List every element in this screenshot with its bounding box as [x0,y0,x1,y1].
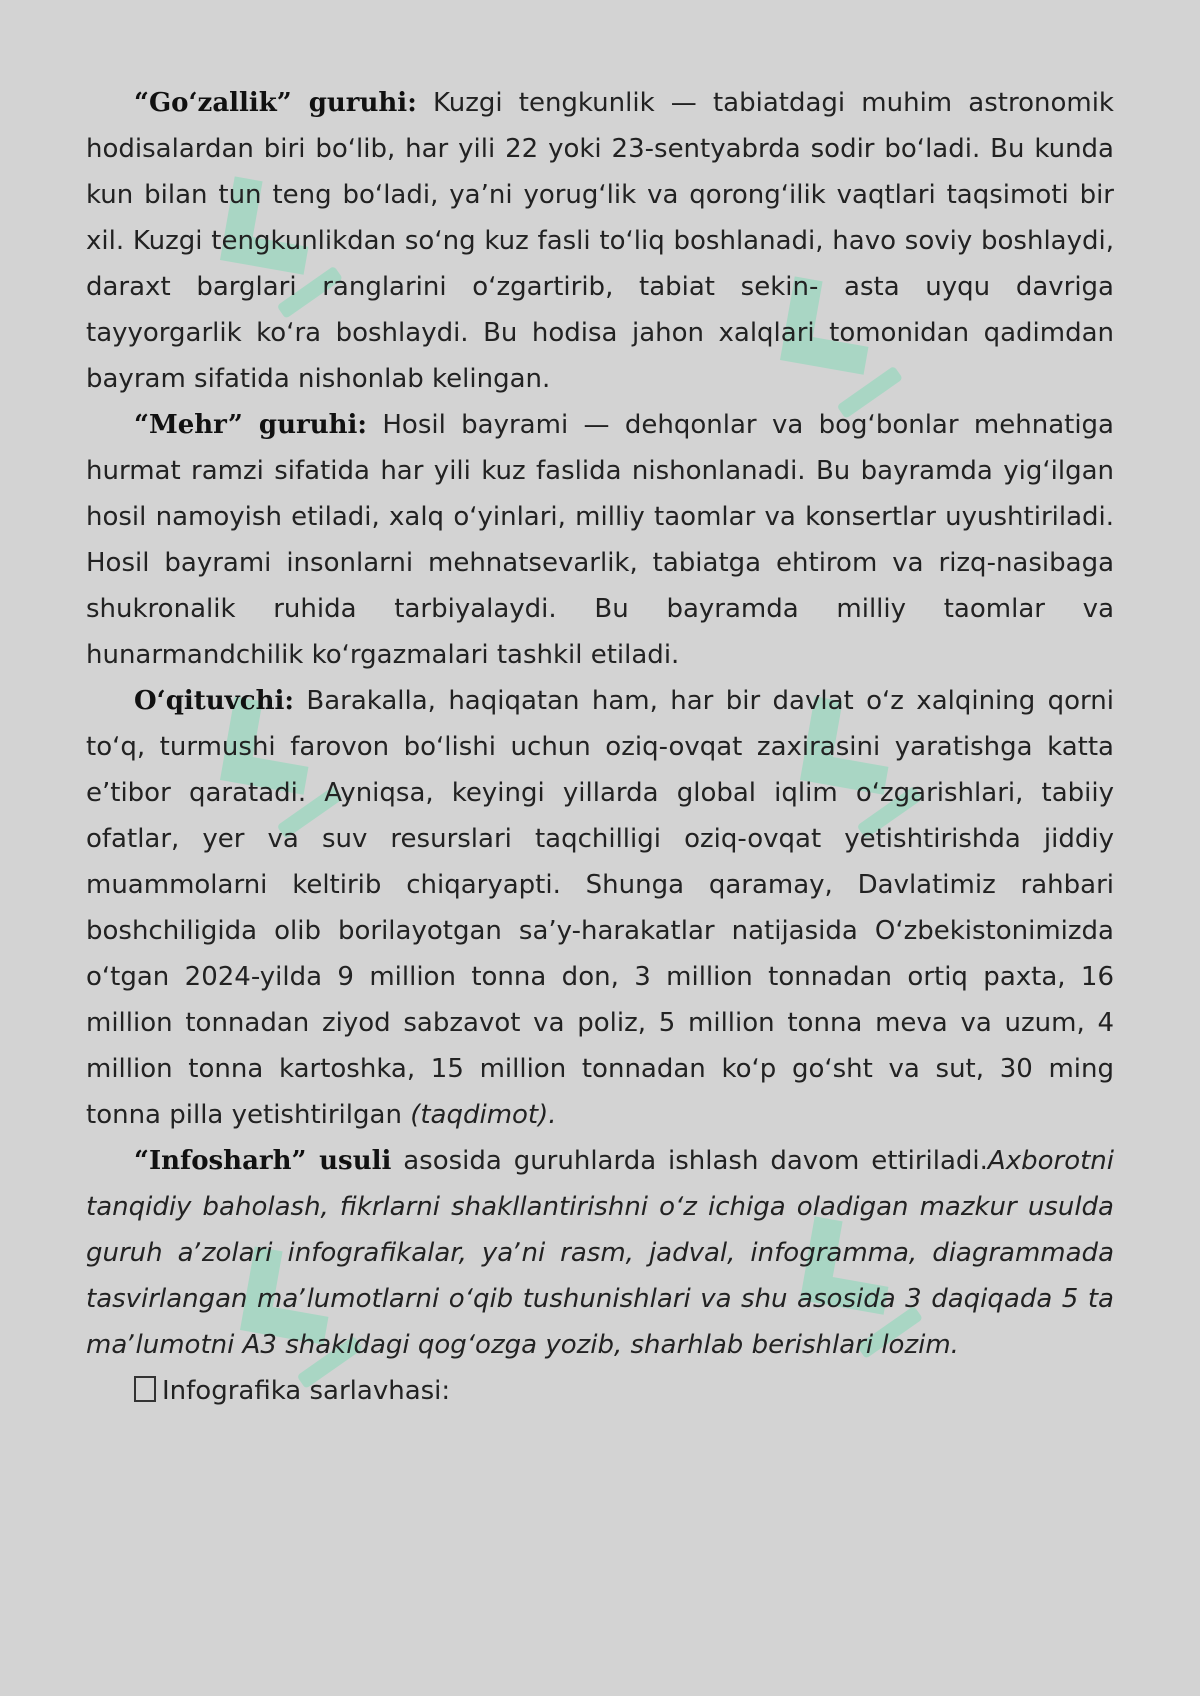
paragraph-gozallik [86,80,1114,402]
checklist-item [86,1368,1114,1414]
paragraph-italic: Axborotni tanqidiy baholash, fikrlarni shakllantirishni oʻz ichiga oladigan mazkur usulda guruh aʼzolari infografikalar, yaʼni rasm, jadval, infogramma, diagrammada tasvirlangan maʼlumotlarni oʻqib tushunishlari va shu asosida 3 daqiqada 5 ta maʼlumotni A3 shakldagi qogʻozga yozib, sharhlab berishlari lozim. [86,1146,1114,1360]
paragraph-mehr [86,402,1114,678]
paragraph-text: Kuzgi tengkunlik — tabiatdagi muhim astronomik hodisalardan biri boʻlib, har yili 22 yoki 23-sentyabrda sodir boʻladi. Bu kunda kun bilan tun teng boʻladi, yaʼni yorugʻlik va qorongʻilik vaqtlari taqsimoti bir xil. Kuzgi tengkunlikdan soʻng kuz fasli toʻliq boshlanadi, havo soviy boshlaydi, daraxt barglari ranglarini oʻzgartirib, tabiat sekin- asta uyqu davriga tayyorgarlik koʻra boshlaydi. Bu hodisa jahon xalqlari tomonidan qadimdan bayram sifatida nishonlab kelingan. [86,88,1114,394]
paragraph-label: “Mehr” guruhi: [134,410,367,440]
checkbox-icon [134,1376,156,1402]
paragraph-text: Hosil bayrami — dehqonlar va bogʻbonlar mehnatiga hurmat ramzi sifatida har yili kuz faslida nishonlanadi. Bu bayramda yigʻilgan hosil namoyish etiladi, xalq oʻyinlari, milliy taomlar va konsertlar uyushtiriladi. Hosil bayrami insonlarni mehnatsevarlik, tabiatga ehtirom va rizq-nasibaga shukronalik ruhida tarbiyalaydi. Bu bayramda milliy taomlar va hunarmandchilik koʻrgazmalari tashkil etiladi. [86,410,1114,670]
checklist-label: Infografika sarlavhasi: [162,1376,451,1406]
paragraph-italic: (taqdimot). [410,1100,557,1130]
paragraph-label: Oʻqituvchi: [134,686,294,716]
paragraph-text: asosida guruhlarda ishlash davom ettiriladi. [391,1146,988,1176]
paragraph-text: Barakalla, haqiqatan ham, har bir davlat oʻz xalqining qorni toʻq, turmushi farovon boʻlishi uchun oziq-ovqat zaxirasini yaratishga katta eʼtibor qaratadi. Ayniqsa, keyingi yillarda global iqlim oʻzgarishlari, tabiiy ofatlar, yer va suv resurslari taqchilligi oziq-ovqat yetishtirishda jiddiy muammolarni keltirib chiqaryapti. Shunga qaramay, Davlatimiz rahbari boshchiligida olib borilayotgan saʼy-harakatlar natijasida Oʻzbekistonimizda oʻtgan 2024-yilda 9 million tonna don, 3 million tonnadan ortiq paxta, 16 million tonnadan ziyod sabzavot va poliz, 5 million tonna meva va uzum, 4 million tonna kartoshka, 15 million tonnadan koʻp goʻsht va sut, 30 ming tonna pilla yetishtirilgan [86,686,1114,1130]
paragraph-label: “Goʻzallik” guruhi: [134,88,417,118]
paragraph-label: “Infosharh” usuli [134,1146,392,1176]
paragraph-infosharh [86,1138,1114,1368]
paragraph-oqituvchi [86,678,1114,1138]
document-body [86,80,1114,1414]
